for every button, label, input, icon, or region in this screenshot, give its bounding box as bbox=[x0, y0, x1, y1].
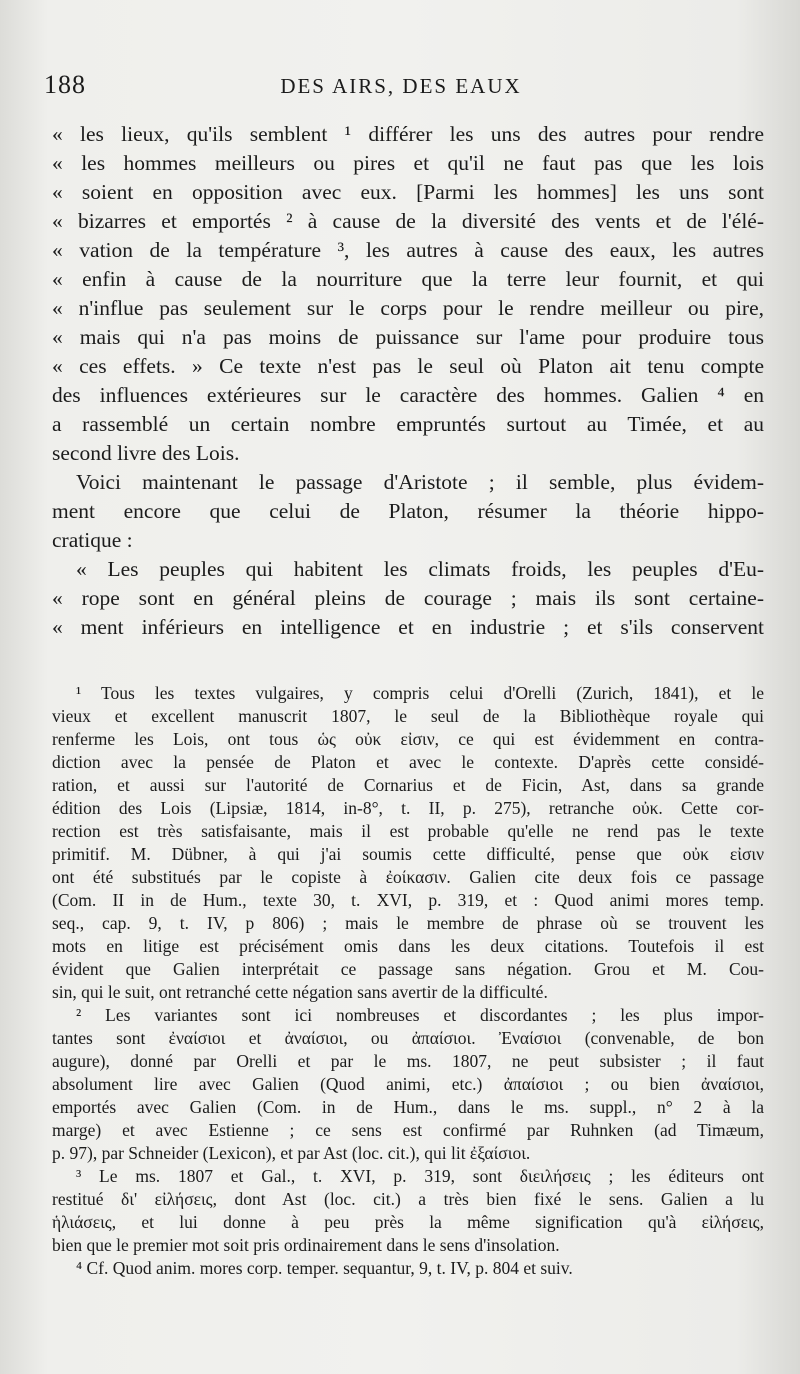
footnote-line: ration, et aussi sur l'autorité de Cornarius et de Ficin, Ast, dans sa grande bbox=[52, 775, 764, 795]
page-number: 188 bbox=[44, 70, 86, 99]
footnote-line: ont été substitués par le copiste à ἐοίκασιν. Galien cite deux fois ce passage bbox=[52, 867, 764, 887]
footnote-line: ⁴ Cf. Quod anim. mores corp. temper. sequantur, 9, t. IV, p. 804 et suiv. bbox=[76, 1258, 573, 1278]
footnote-line: absolument lire avec Galien (Quod animi, etc.) ἀπαίσιοι ; ou bien ἀναίσιοι, bbox=[52, 1074, 764, 1094]
body-line: « soient en opposition avec eux. [Parmi les hommes] les uns sont bbox=[52, 180, 764, 204]
body-line: a rassemblé un certain nombre empruntés surtout au Timée, et au bbox=[52, 412, 764, 436]
body-line: « mais qui n'a pas moins de puissance sur l'ame pour produire tous bbox=[52, 325, 764, 349]
body-line: second livre des Lois. bbox=[52, 441, 240, 465]
body-line: cratique : bbox=[52, 528, 133, 552]
main-text bbox=[52, 120, 764, 642]
body-line: « rope sont en général pleins de courage ; mais ils sont certaine- bbox=[52, 586, 764, 610]
body-line: « les lieux, qu'ils semblent ¹ différer les uns des autres pour rendre bbox=[52, 122, 764, 146]
running-title: DES AIRS, DES EAUX bbox=[280, 74, 522, 98]
body-line: « enfin à cause de la nourriture que la terre leur fournit, et qui bbox=[52, 267, 764, 291]
footnote-line: sin, qui le suit, ont retranché cette négation sans avertir de la difficulté. bbox=[52, 982, 548, 1002]
page-header bbox=[36, 70, 766, 110]
body-line: ment encore que celui de Platon, résumer la théorie hippo- bbox=[52, 499, 764, 523]
footnote-line: renferme les Lois, ont tous ὡς οὐκ εἰσιν, ce qui est évidemment en contra- bbox=[52, 729, 764, 749]
footnote-line: emportés avec Galien (Com. in de Hum., dans le ms. suppl., n° 2 à la bbox=[52, 1097, 764, 1117]
footnote-line: édition des Lois (Lipsiæ, 1814, in-8°, t. II, p. 275), retranche οὐκ. Cette cor- bbox=[52, 798, 764, 818]
footnote-line: restitué δι' εἰλήσεις, dont Ast (loc. cit.) a très bien fixé le sens. Galien a lu bbox=[52, 1189, 764, 1209]
footnote-line: primitif. M. Dübner, à qui j'ai soumis cette difficulté, pense que οὐκ εἰσιν bbox=[52, 844, 764, 864]
footnote-line: marge) et avec Estienne ; ce sens est confirmé par Ruhnken (ad Timæum, bbox=[52, 1120, 764, 1140]
body-line: « n'influe pas seulement sur le corps pour le rendre meilleur ou pire, bbox=[52, 296, 764, 320]
footnote-line: p. 97), par Schneider (Lexicon), et par Ast (loc. cit.), qui lit ἐξαίσιοι. bbox=[52, 1143, 531, 1163]
footnote-line: ἡλιάσεις, et lui donne à peu près la même signification qu'à εἰλήσεις, bbox=[52, 1212, 764, 1232]
footnote-line: bien que le premier mot soit pris ordinairement dans le sens d'insolation. bbox=[52, 1235, 560, 1255]
footnote-line: (Com. II in de Hum., texte 30, t. XVI, p. 319, et : Quod animi mores temp. bbox=[52, 890, 764, 910]
body-line: « les hommes meilleurs ou pires et qu'il ne faut pas que les lois bbox=[52, 151, 764, 175]
footnote-line: augure), donné par Orelli et par le ms. 1807, ne peut subsister ; il faut bbox=[52, 1051, 764, 1071]
body-line: « Les peuples qui habitent les climats froids, les peuples d'Eu- bbox=[76, 557, 764, 581]
footnote-line: rection est très satisfaisante, mais il est probable qu'elle ne rend pas le texte bbox=[52, 821, 764, 841]
footnote-line: vieux et excellent manuscrit 1807, le seul de la Bibliothèque royale qui bbox=[52, 706, 764, 726]
body-line: « ment inférieurs en intelligence et en industrie ; et s'ils conservent bbox=[52, 615, 764, 639]
footnote-line: ² Les variantes sont ici nombreuses et discordantes ; les plus impor- bbox=[76, 1005, 764, 1025]
footnotes bbox=[52, 682, 764, 1280]
footnote-line: seq., cap. 9, t. IV, p 806) ; mais le membre de phrase où se trouvent les bbox=[52, 913, 764, 933]
footnote-line: tantes sont ἐναίσιοι et ἀναίσιοι, ou ἀπαίσιοι. Ἐναίσιοι (convenable, de bon bbox=[52, 1028, 764, 1048]
body-line: « bizarres et emportés ² à cause de la diversité des vents et de l'élé- bbox=[52, 209, 764, 233]
footnote-line: mots en litige est précisément omis dans les deux citations. Toutefois il est bbox=[52, 936, 764, 956]
body-line: « vation de la température ³, les autres à cause des eaux, les autres bbox=[52, 238, 764, 262]
footnote-line: diction avec la pensée de Platon et avec le contexte. D'après cette considé- bbox=[52, 752, 764, 772]
body-line: des influences extérieures sur le caractère des hommes. Galien ⁴ en bbox=[52, 383, 764, 407]
footnote-line: ¹ Tous les textes vulgaires, y compris celui d'Orelli (Zurich, 1841), et le bbox=[76, 683, 764, 703]
footnote-line: ³ Le ms. 1807 et Gal., t. XVI, p. 319, sont διειλήσεις ; les éditeurs ont bbox=[76, 1166, 764, 1186]
footnote-line: évident que Galien interprétait ce passage sans négation. Grou et M. Cou- bbox=[52, 959, 764, 979]
body-line: « ces effets. » Ce texte n'est pas le seul où Platon ait tenu compte bbox=[52, 354, 764, 378]
body-line: Voici maintenant le passage d'Aristote ; il semble, plus évidem- bbox=[76, 470, 764, 494]
